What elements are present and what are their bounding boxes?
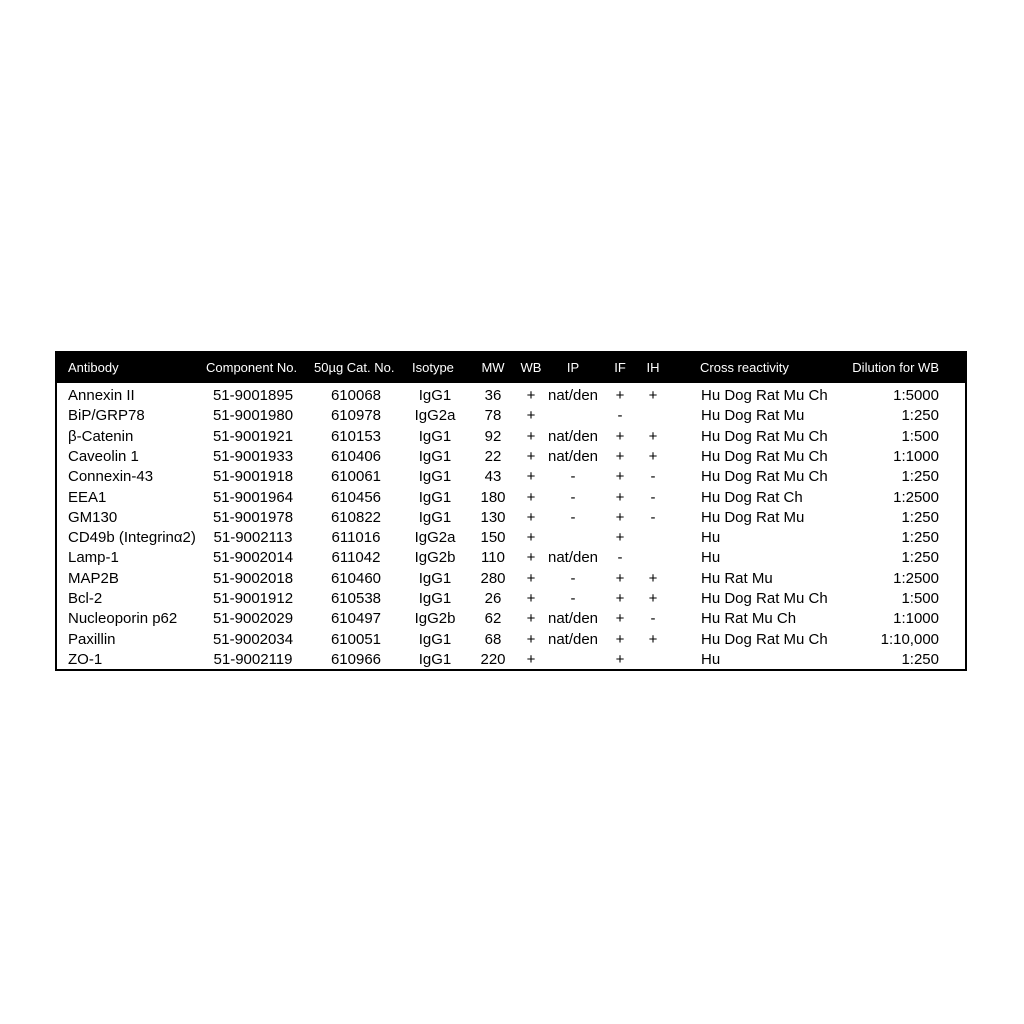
cell-component: 51-9002113 <box>213 529 293 547</box>
cell-mw: 68 <box>484 630 502 648</box>
cell-ih: - <box>650 508 656 526</box>
cell-mw: 220 <box>480 650 506 668</box>
table-row <box>57 406 965 426</box>
cell-wb: + <box>526 407 536 425</box>
table-row <box>57 427 965 447</box>
cell-if: + <box>615 488 625 506</box>
cell-antibody: ZO-1 <box>68 650 103 668</box>
cell-antibody: Paxillin <box>68 630 116 648</box>
cell-dilution: 1:250 <box>901 407 939 425</box>
cell-component: 51-9002014 <box>212 549 294 567</box>
cell-ip: - <box>570 569 576 587</box>
cell-antibody: Connexin-43 <box>68 468 154 486</box>
cell-mw: 36 <box>484 387 502 404</box>
cell-antibody: BiP/GRP78 <box>68 407 145 425</box>
cell-component: 51-9001964 <box>212 488 294 506</box>
cell-ip: - <box>570 468 576 486</box>
cell-cat: 610966 <box>330 650 382 668</box>
cell-ip: nat/den <box>547 630 599 648</box>
cell-antibody: Bcl-2 <box>68 590 103 607</box>
table-row <box>57 386 965 406</box>
cell-mw: 26 <box>484 590 502 607</box>
cell-cat: 610061 <box>330 468 382 486</box>
cell-isotype: IgG1 <box>418 427 452 445</box>
header-dilution: Dilution for WB <box>852 360 939 375</box>
cell-antibody: Annexin II <box>68 387 135 404</box>
cell-mw: 78 <box>484 407 502 425</box>
cell-if: + <box>615 610 625 628</box>
cell-isotype: IgG2b <box>414 549 456 567</box>
cell-dilution: 1:1000 <box>893 610 939 628</box>
cell-isotype: IgG1 <box>418 569 452 587</box>
cell-antibody: β-Catenin <box>68 427 134 445</box>
cell-ih: + <box>648 387 658 404</box>
cell-cross: Hu Dog Rat Ch <box>701 488 803 506</box>
cell-antibody: Lamp-1 <box>68 549 119 567</box>
cell-isotype: IgG2b <box>414 610 456 628</box>
cell-dilution: 1:2500 <box>893 488 939 506</box>
table-row <box>57 589 965 609</box>
cell-if: + <box>615 447 625 465</box>
cell-ip: nat/den <box>547 387 599 404</box>
cell-cat: 610978 <box>330 407 382 425</box>
cell-wb: + <box>526 549 536 567</box>
cell-cross: Hu Dog Rat Mu Ch <box>701 447 828 465</box>
cell-cross: Hu Rat Mu <box>701 569 773 587</box>
cell-component: 51-9002018 <box>212 569 294 587</box>
cell-wb: + <box>526 427 536 445</box>
cell-wb: + <box>526 529 536 547</box>
cell-cat: 610153 <box>330 427 382 445</box>
cell-ip: nat/den <box>547 549 599 567</box>
cell-if: + <box>615 529 625 547</box>
cell-cross: Hu Dog Rat Mu Ch <box>701 427 828 445</box>
cell-component: 51-9001918 <box>212 468 294 486</box>
cell-antibody: MAP2B <box>68 569 119 587</box>
cell-ip: nat/den <box>547 427 599 445</box>
cell-cross: Hu <box>701 529 721 547</box>
table-row <box>57 630 965 650</box>
cell-wb: + <box>526 650 536 668</box>
table-row <box>57 569 965 589</box>
cell-cat: 611042 <box>331 549 381 567</box>
cell-if: - <box>617 407 623 425</box>
cell-isotype: IgG1 <box>418 488 452 506</box>
header-ih: IH <box>646 360 660 375</box>
cell-ip: nat/den <box>547 610 599 628</box>
cell-cross: Hu Dog Rat Mu Ch <box>701 387 828 404</box>
table-row <box>57 650 965 670</box>
table-row <box>57 508 965 528</box>
cell-dilution: 1:500 <box>901 590 939 607</box>
cell-wb: + <box>526 569 536 587</box>
cell-dilution: 1:250 <box>901 650 939 668</box>
cell-component: 51-9001921 <box>212 427 294 445</box>
cell-wb: + <box>526 508 536 526</box>
cell-cat: 610822 <box>330 508 382 526</box>
cell-antibody: Caveolin 1 <box>68 447 139 465</box>
cell-cat: 610460 <box>330 569 382 587</box>
cell-if: + <box>615 427 625 445</box>
table-row <box>57 447 965 467</box>
cell-mw: 62 <box>484 610 502 628</box>
cell-if: + <box>615 590 625 607</box>
cell-antibody: Nucleoporin p62 <box>68 610 178 628</box>
cell-wb: + <box>526 630 536 648</box>
cell-component: 51-9001895 <box>212 387 294 404</box>
cell-dilution: 1:500 <box>901 427 939 445</box>
cell-ip: - <box>570 508 576 526</box>
cell-component: 51-9001933 <box>212 447 294 465</box>
cell-ih: + <box>648 630 658 648</box>
cell-cross: Hu Dog Rat Mu Ch <box>701 468 828 486</box>
cell-cross: Hu Dog Rat Mu <box>701 508 805 526</box>
cell-if: + <box>615 630 625 648</box>
cell-dilution: 1:250 <box>901 529 939 547</box>
cell-isotype: IgG1 <box>418 630 452 648</box>
cell-ih: - <box>650 488 656 506</box>
cell-component: 51-9002119 <box>213 650 293 668</box>
cell-cross: Hu Dog Rat Mu <box>701 407 805 425</box>
cell-isotype: IgG2a <box>414 529 456 547</box>
header-wb: WB <box>520 360 542 375</box>
header-mw: MW <box>481 360 505 375</box>
cell-cat: 610497 <box>330 610 382 628</box>
cell-isotype: IgG2a <box>414 407 456 425</box>
cell-ih: - <box>650 468 656 486</box>
cell-cross: Hu Rat Mu Ch <box>701 610 797 628</box>
cell-cat: 610538 <box>330 590 382 607</box>
cell-dilution: 1:1000 <box>893 447 939 465</box>
cell-cross: Hu Dog Rat Mu Ch <box>701 630 828 648</box>
table-row <box>57 467 965 487</box>
cell-mw: 150 <box>480 529 506 547</box>
header-isotype: Isotype <box>412 360 454 375</box>
cell-ih: + <box>648 447 658 465</box>
cell-component: 51-9002034 <box>212 630 294 648</box>
antibody-table <box>55 351 967 671</box>
cell-wb: + <box>526 387 536 404</box>
header-cat-no: 50µg Cat. No. <box>314 360 395 375</box>
cell-mw: 92 <box>484 427 502 445</box>
cell-ih: + <box>648 427 658 445</box>
cell-dilution: 1:250 <box>901 549 939 567</box>
cell-mw: 22 <box>484 447 502 465</box>
cell-if: + <box>615 387 625 404</box>
cell-ip: - <box>570 590 576 607</box>
cell-if: + <box>615 508 625 526</box>
table-row <box>57 488 965 508</box>
cell-if: + <box>615 650 625 668</box>
cell-ih: - <box>650 610 656 628</box>
cell-cross: Hu <box>701 650 721 668</box>
cell-antibody: EEA1 <box>68 488 107 506</box>
table-header <box>57 353 965 383</box>
cell-cross: Hu <box>701 549 721 567</box>
cell-cat: 610051 <box>330 630 382 648</box>
cell-isotype: IgG1 <box>418 508 452 526</box>
cell-if: + <box>615 468 625 486</box>
cell-mw: 180 <box>480 488 506 506</box>
table-row <box>57 609 965 629</box>
cell-cat: 610068 <box>330 387 382 404</box>
cell-wb: + <box>526 488 536 506</box>
cell-mw: 130 <box>480 508 506 526</box>
cell-cross: Hu Dog Rat Mu Ch <box>701 590 828 607</box>
cell-wb: + <box>526 468 536 486</box>
table-row <box>57 528 965 548</box>
cell-ih: + <box>648 569 658 587</box>
cell-component: 51-9001978 <box>212 508 294 526</box>
cell-component: 51-9002029 <box>212 610 294 628</box>
cell-cat: 610406 <box>330 447 382 465</box>
cell-wb: + <box>526 610 536 628</box>
cell-dilution: 1:250 <box>901 468 939 486</box>
cell-ih: + <box>648 590 658 607</box>
header-ip: IP <box>566 360 580 375</box>
cell-antibody: CD49b (Integrinα2) <box>68 529 196 547</box>
cell-cat: 611016 <box>331 529 381 547</box>
cell-mw: 43 <box>484 468 502 486</box>
table-row <box>57 548 965 568</box>
cell-if: + <box>615 569 625 587</box>
cell-component: 51-9001980 <box>212 407 294 425</box>
cell-cat: 610456 <box>330 488 382 506</box>
header-component: Component No. <box>206 360 298 375</box>
cell-isotype: IgG1 <box>418 590 452 607</box>
cell-isotype: IgG1 <box>418 447 452 465</box>
cell-mw: 280 <box>480 569 506 587</box>
cell-dilution: 1:5000 <box>893 387 939 404</box>
cell-wb: + <box>526 447 536 465</box>
header-antibody: Antibody <box>68 360 119 375</box>
cell-if: - <box>617 549 623 567</box>
cell-antibody: GM130 <box>68 508 118 526</box>
cell-isotype: IgG1 <box>418 387 452 404</box>
cell-dilution: 1:250 <box>901 508 939 526</box>
cell-dilution: 1:10,000 <box>880 630 939 648</box>
cell-ip: - <box>570 488 576 506</box>
cell-isotype: IgG1 <box>418 650 452 668</box>
cell-component: 51-9001912 <box>212 590 294 607</box>
header-if: IF <box>614 360 626 375</box>
cell-mw: 110 <box>481 549 505 567</box>
cell-ip: nat/den <box>547 447 599 465</box>
header-cross: Cross reactivity <box>700 360 789 375</box>
cell-wb: + <box>526 590 536 607</box>
cell-dilution: 1:2500 <box>893 569 939 587</box>
cell-isotype: IgG1 <box>418 468 452 486</box>
